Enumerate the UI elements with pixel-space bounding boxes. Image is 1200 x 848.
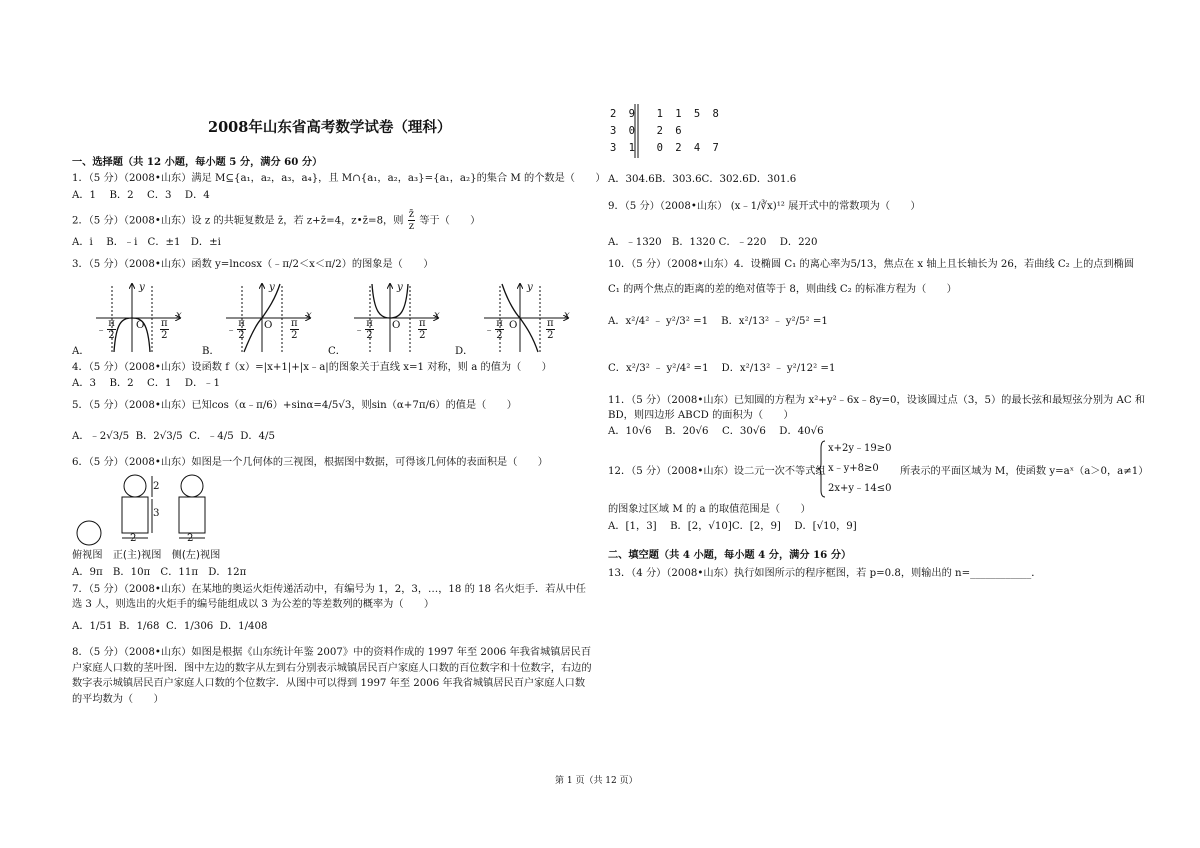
tick-pi: π: [291, 318, 298, 329]
question-5-option-c: C．﹣4/5: [189, 431, 234, 442]
tick-neg: ﹣: [354, 324, 365, 336]
graph-d-x-label: x: [564, 310, 570, 321]
tick-neg: ﹣: [96, 324, 107, 336]
graph-d-neg-tick: [484, 318, 505, 341]
inequality-3: 2x+y﹣14≤0: [828, 483, 892, 494]
dim-label-side-2: 2: [187, 533, 194, 544]
question-3-stem: [72, 258, 433, 271]
question-5-text: 5．（5 分）（2008•山东）已知: [72, 400, 212, 411]
question-10-options-ab: [608, 315, 828, 328]
question-13-stem: 13．（4 分）（2008•山东）执行如图所示的程序框图，若 p=0.8，则输出的 n=____________．: [608, 568, 1042, 579]
question-3-domain: ﹣π/2＜x＜π/2: [272, 259, 342, 270]
graph-d-pos-tick: [545, 318, 556, 341]
question-7-stem: 7．（5 分）（2008•山东）在某地的奥运火炬传递活动中，有编号为 1，2，3，…，18 的 18 名火炬手．若从中任选 3 人，则选出的火炬手的编号能组成以 3 为公差的等差数列的概率为（ ）: [72, 584, 586, 610]
tick-pi: π: [108, 318, 115, 329]
question-10-eccentricity: 5/13: [850, 259, 874, 270]
question-10-stem-line1: [608, 258, 1134, 271]
tick-two: 2: [419, 330, 426, 341]
graph-a-y-label: y: [139, 282, 145, 293]
question-7-option-b: B．1/68: [118, 621, 160, 632]
question-7-option-d: D．1/408: [219, 621, 268, 632]
side-view-cylinder: [179, 497, 205, 533]
stem-3: 3 1: [610, 142, 638, 154]
question-6-options: A．9π B．10π C．11π D．12π: [72, 567, 247, 578]
question-5-text-mid: ，则: [351, 400, 372, 411]
question-7-option-a: A．1/51: [72, 621, 113, 632]
question-5-option-a: A．﹣2√3/5: [72, 431, 130, 442]
question-10-options-cd: [608, 362, 835, 375]
graph-d-y-label: y: [527, 282, 533, 293]
graph-b-y-label: y: [269, 282, 275, 293]
tick-pi: π: [547, 318, 554, 329]
dim-label-front-2: 2: [130, 533, 137, 544]
section-heading-fill: 二、填空题（共 4 小题，每小题 4 分，满分 16 分）: [608, 549, 852, 561]
question-5-option-b: B．2√3/5: [135, 431, 183, 442]
fraction-numerator: z̄: [408, 209, 414, 220]
question-11-stem: 11．（5 分）（2008•山东）已知圆的方程为 x²+y²﹣6x﹣8y=0，设该圆过点（3，5）的最长弦和最短弦分别为 AC 和 BD，则四边形 ABCD 的面积为（ ）: [608, 395, 1146, 421]
question-10-option-b: B．x²/13² ﹣ y²/5² =1: [721, 316, 828, 327]
tick-two: 2: [366, 330, 373, 341]
question-8-stem: 8．（5 分）（2008•山东）如图是根据《山东统计年鉴 2007》中的资料作成的 1997 年至 2006 年我省城镇居民百户家庭人口数的茎叶图．图中左边的数字从左到右分别表示城镇居民百户家庭人口数的百位数字和十位数字，右边的数字表示城镇居民百户家庭人口数的个位数字．从图中可以得到 1997 年至 2006 年我省城镇居民百户家庭人口数的平均数为（ ）: [72, 647, 592, 705]
tick-two: 2: [108, 330, 115, 341]
stem-leaf-divider: [634, 104, 640, 160]
stem-1: 2 9: [610, 108, 638, 120]
question-6-view-labels: 俯视图 正(主)视图 侧(左)视图: [72, 550, 221, 561]
front-view-cylinder: [122, 497, 148, 533]
stem-leaf-row-2: [610, 125, 685, 137]
question-12-options: A．[1，3] B．[2，√10]C．[2，9] D．[√10，9]: [608, 521, 857, 532]
question-5-option-d: D．4/5: [240, 431, 275, 442]
tick-pi: π: [238, 318, 245, 329]
question-1-options: A．1 B．2 C．3 D．4: [72, 190, 210, 201]
question-10-option-d: D．x²/13² ﹣ y²/12² =1: [721, 363, 836, 374]
tick-pi: π: [161, 318, 168, 329]
question-9-options: A．﹣1320 B．1320 C．﹣220 D．220: [608, 237, 818, 248]
inequality-1: x+2y﹣19≥0: [828, 443, 892, 454]
graph-c-x-label: x: [434, 310, 440, 321]
tick-pi: π: [496, 318, 503, 329]
question-10-stem-line2: C₁ 的两个焦点的距离的差的绝对值等于 8，则曲线 C₂ 的标准方程为（ ）: [608, 284, 957, 295]
graph-a-origin: O: [136, 320, 145, 331]
tick-two: 2: [496, 330, 503, 341]
question-2-text-end: 等于（ ）: [419, 215, 481, 227]
question-5-text-end: 的值是（ ）: [445, 400, 517, 411]
leaves-1: 1 1 5 8: [656, 108, 722, 120]
graph-d-origin: O: [509, 320, 518, 331]
page-footer: 第 1 页（共 12 页）: [555, 776, 638, 786]
tick-pi: π: [419, 318, 426, 329]
page-title: 2008年山东省高考数学试卷（理科）: [208, 119, 452, 136]
question-5-options: [72, 430, 275, 443]
graph-b-neg-tick: [226, 318, 247, 341]
question-10-text-mid: ，焦点在 x 轴上且长轴长为 26，若曲线 C₂ 上的点到椭圆: [873, 259, 1135, 270]
system-brace: [818, 440, 826, 498]
graph-c-pos-tick: [417, 318, 428, 341]
top-view-circle: [77, 521, 101, 545]
question-9-text-end: 展开式中的常数项为（ ）: [788, 201, 921, 212]
question-7-option-c: C．1/306: [165, 621, 214, 632]
leaves-3: 0 2 4 7: [656, 142, 722, 154]
leaves-2: 2 6: [656, 125, 685, 137]
question-5-expr2: sin（α+7π/6）: [371, 400, 446, 411]
tick-neg: ﹣: [226, 324, 237, 336]
graph-b-x-label: x: [306, 310, 312, 321]
question-3-text: 3．（5 分）（2008•山东）函数 y=lncosx（: [72, 259, 273, 270]
graph-a-x-label: x: [176, 310, 182, 321]
question-9-stem: [608, 200, 921, 213]
graph-c-neg-tick: [354, 318, 375, 341]
question-4-options: A．3 B．2 C．1 D．﹣1: [72, 378, 220, 389]
question-2-fraction: [408, 209, 415, 232]
tick-neg: ﹣: [484, 324, 495, 336]
graph-c-y-label: y: [397, 282, 403, 293]
stem-leaf-row-3: [610, 142, 722, 154]
graph-a-neg-tick: [96, 318, 117, 341]
question-2-text: 2．（5 分）（2008•山东）设 z 的共轭复数是 z̄，若 z+z̄=4，z•z̄=8，则: [72, 215, 404, 227]
question-2-options: A．i B．﹣i C．±1 D．±i: [72, 237, 221, 248]
stem-leaf-row-1: [610, 108, 722, 120]
tick-two: 2: [161, 330, 168, 341]
tick-two: 2: [291, 330, 298, 341]
tick-pi: π: [366, 318, 373, 329]
question-4-stem: 4．（5 分）（2008•山东）设函数 f（x）=|x+1|+|x﹣a|的图象关于直线 x=1 对称，则 a 的值为（ ）: [72, 362, 552, 373]
question-5-expr1: cos（α﹣π/6）+sinα=4/5√3: [211, 400, 352, 411]
question-6-stem: 6．（5 分）（2008•山东）如图是一个几何体的三视图，根据图中数据，可得该几何体的表面积是（ ）: [72, 457, 548, 468]
fraction-denominator: z: [408, 221, 414, 232]
graph-c-origin: O: [392, 320, 401, 331]
question-1-stem: 1．（5 分）（2008•山东）满足 M⊆{a₁，a₂，a₃，a₄}，且 M∩{a₁，a₂，a₃}={a₁，a₂}的集合 M 的个数是（ ）: [72, 173, 606, 184]
question-3-option-a: A．: [72, 346, 90, 357]
question-7-options: [72, 620, 268, 633]
question-11-options: A．10√6 B．20√6 C．30√6 D．40√6: [608, 426, 824, 437]
question-10-text: 10．（5 分）（2008•山东）4．设椭圆 C₁ 的离心率为: [608, 259, 851, 270]
question-2-stem: [72, 209, 480, 232]
graph-b-origin: O: [264, 320, 273, 331]
question-3-option-d: D．: [455, 346, 474, 357]
graph-b-pos-tick: [289, 318, 300, 341]
tick-two: 2: [547, 330, 554, 341]
question-3-option-b: B．: [202, 346, 220, 357]
question-3-option-c: C．: [328, 346, 346, 357]
graph-a-pos-tick: [159, 318, 170, 341]
stem-2: 3 0: [610, 125, 638, 137]
section-heading-choice: 一、选择题（共 12 小题，每小题 5 分，满分 60 分）: [72, 156, 323, 168]
question-10-option-c: C．x²/3² ﹣ y²/4² =1: [608, 363, 709, 374]
dim-label-3: 3: [153, 508, 160, 519]
question-12-stem-a: 12．（5 分）（2008•山东）设二元一次不等式组: [608, 466, 826, 477]
question-5-stem: [72, 399, 517, 412]
question-10-option-a: A．x²/4² ﹣ y²/3² =1: [608, 316, 709, 327]
question-9-text: 9．（5 分）（2008•山东）: [608, 201, 728, 212]
question-8-options: A．304.6B．303.6C．302.6D．301.6: [608, 174, 797, 185]
inequality-2: x﹣y+8≥0: [828, 463, 879, 474]
question-3-text-end: ）的图象是（ ）: [341, 259, 434, 270]
question-9-expression: (x﹣1/∛x)¹²: [730, 201, 785, 212]
tick-two: 2: [238, 330, 245, 341]
front-view-sphere: [124, 475, 146, 497]
dim-label-2: 2: [153, 481, 160, 492]
side-view-sphere: [181, 475, 203, 497]
question-6-three-views: [72, 472, 252, 552]
question-12-stem-b: 所表示的平面区域为 M，使函数 y=aˣ（a＞0，a≠1）: [900, 466, 1149, 477]
question-12-stem-c: 的图象过区域 M 的 a 的取值范围是（ ）: [608, 504, 811, 515]
